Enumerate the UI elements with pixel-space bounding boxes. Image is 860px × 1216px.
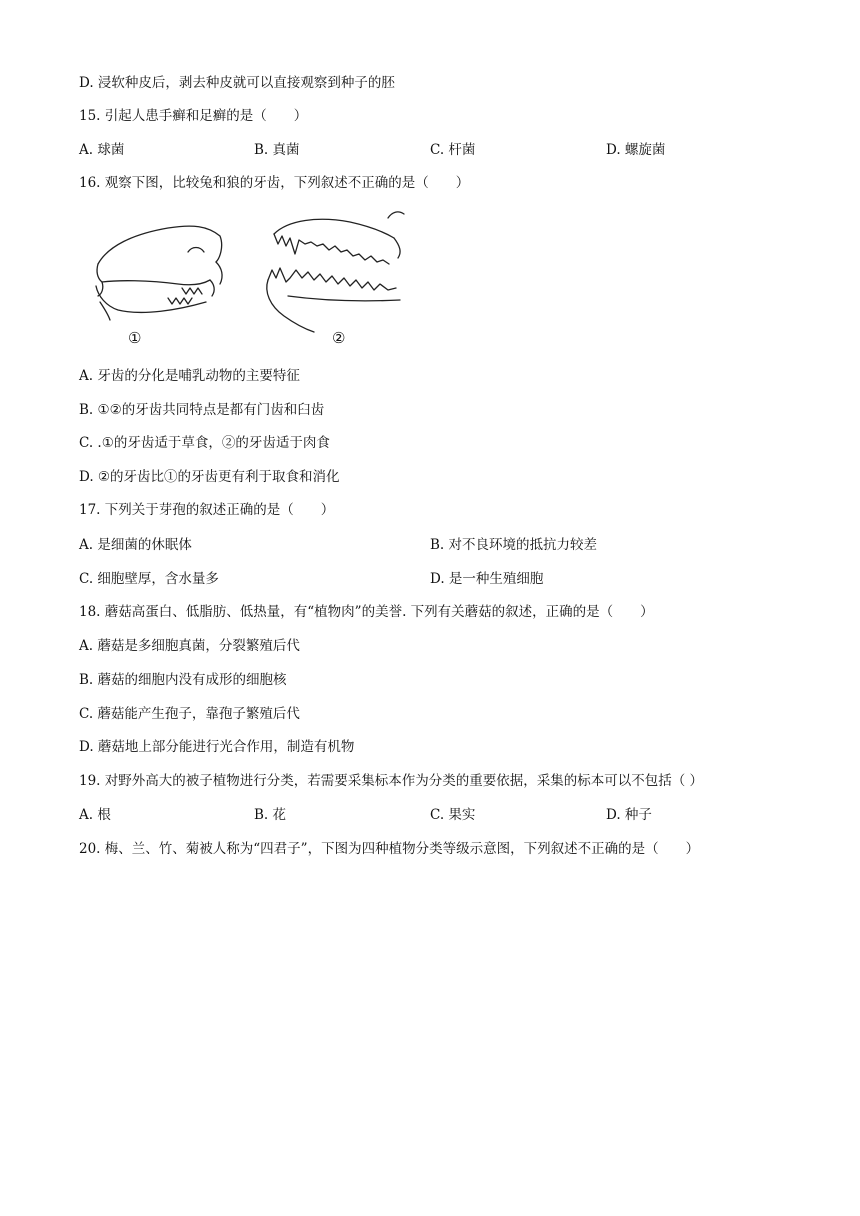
q16-option-c: C. .①的牙齿适于草食，②的牙齿适于肉食	[79, 435, 330, 451]
q16-option-a: A. 牙齿的分化是哺乳动物的主要特征	[79, 368, 300, 384]
rabbit-skull-drawing	[96, 226, 222, 320]
question-15: 15. 引起人患手癣和足癣的是（ ）	[79, 108, 308, 124]
q15-option-d: D. 螺旋菌	[606, 142, 666, 158]
q18-option-d: D. 蘑菇地上部分能进行光合作用，制造有机物	[79, 739, 355, 755]
teeth-figure	[88, 206, 418, 356]
q17-option-d: D. 是一种生殖细胞	[430, 571, 544, 587]
q16-option-d: D. ②的牙齿比①的牙齿更有利于取食和消化	[79, 469, 340, 485]
q15-option-c: C. 杆菌	[430, 142, 476, 158]
q18-option-c: C. 蘑菇能产生孢子，靠孢子繁殖后代	[79, 706, 300, 722]
q16-option-b: B. ①②的牙齿共同特点是都有门齿和臼齿	[79, 402, 325, 418]
q14-option-d: D. 浸软种皮后，剥去种皮就可以直接观察到种子的胚	[79, 75, 395, 91]
q19-option-b: B. 花	[254, 807, 287, 823]
q19-option-c: C. 果实	[430, 807, 476, 823]
question-18: 18. 蘑菇高蛋白、低脂肪、低热量，有“植物肉”的美誉. 下列有关蘑菇的叙述，正确的是（ ）	[79, 604, 654, 620]
question-17: 17. 下列关于芽孢的叙述正确的是（ ）	[79, 502, 335, 518]
question-19: 19. 对野外高大的被子植物进行分类，若需要采集标本作为分类的重要依据，采集的标本可以不包括（ ）	[79, 773, 704, 789]
q18-option-b: B. 蘑菇的细胞内没有成形的细胞核	[79, 672, 287, 688]
q19-option-a: A. 根	[79, 807, 111, 823]
q17-option-b: B. 对不良环境的抵抗力较差	[430, 537, 598, 553]
q19-option-d: D. 种子	[606, 807, 652, 823]
question-16: 16. 观察下图，比较兔和狼的牙齿，下列叙述不正确的是（ ）	[79, 175, 470, 191]
question-20: 20. 梅、兰、竹、菊被人称为“四君子”，下图为四种植物分类等级示意图，下列叙述不正确的是（ ）	[79, 841, 700, 857]
q17-option-a: A. 是细菌的休眠体	[79, 537, 192, 553]
figure-label-1: ①	[128, 329, 142, 347]
q15-option-b: B. 真菌	[254, 142, 300, 158]
q15-option-a: A. 球菌	[79, 142, 125, 158]
wolf-jaw-drawing	[267, 212, 404, 332]
q18-option-a: A. 蘑菇是多细胞真菌，分裂繁殖后代	[79, 638, 300, 654]
q17-option-c: C. 细胞壁厚，含水量多	[79, 571, 219, 587]
figure-label-2: ②	[332, 329, 346, 347]
